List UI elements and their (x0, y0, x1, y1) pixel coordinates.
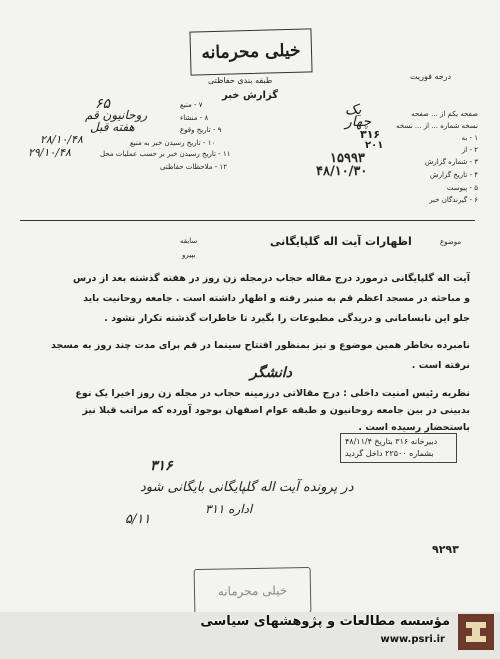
subject-label: موضوع (440, 238, 462, 246)
field-4-value: ۲۰۱ (365, 140, 384, 151)
divider (20, 220, 475, 221)
ref-label-2: بپیرو (182, 251, 196, 259)
left-field-9-value: هفته قبل (90, 120, 135, 134)
body-line-3: جلو این نابسامانی و دریدگی مطبوعات را بگیرد تا خاطرات گذشته تکرار نشود . (104, 313, 470, 324)
field-3-label: ۱ - به (461, 134, 478, 142)
left-field-11-label: ۱۱ - تاریخ رسیدن خبر بر حسب عملیات محل (100, 150, 231, 158)
left-field-12-label: ۱۲ - ملاحظات حفاظتی (160, 163, 227, 171)
left-field-8-value: روحانیون قم (85, 108, 148, 122)
field-1-label: صفحه‌ یکم از ... صفحه (411, 110, 478, 118)
watermark-institute: مؤسسه مطالعات و پژوهشهای سیاسی (200, 614, 450, 629)
body-line-1: آیت اله گلپایگانی درمورد درج مقاله حجاب درمجله زن روز در هفته گذشته بعد از درس (72, 273, 470, 284)
left-field-8-label: ۸ - منشاء (180, 114, 209, 122)
received-stamp-line2: بشماره ۲۲۵۰۰ داخل گردید (345, 449, 434, 458)
field-3-value: ۳۱۶ (360, 128, 381, 141)
body-line-4: نامبرده بخاطر همین موضوع و نیز بمنظور افتتاح سینما در قم برای مدت چند روز به مسجد (51, 340, 470, 351)
left-field-7-value: ۶۵ (95, 96, 111, 112)
left-field-11-value: ۲۹/۱۰/۴۸ (28, 146, 71, 159)
ref-label: سابقه (180, 237, 198, 245)
left-field-9-label: ۹ - تاریخ وقوع (180, 126, 222, 134)
body-handwritten-note: دانشگر (250, 365, 292, 381)
received-stamp (340, 433, 457, 463)
left-field-7-label: ۷ - منبع (180, 101, 203, 109)
body-line-8: باستحضار رسیده است . (358, 422, 470, 433)
left-field-10-value: ۲۸/۱۰/۴۸ (40, 133, 83, 146)
field-6-label: ۴ - تاریخ گزارش (430, 171, 478, 179)
classification-text: خیلی محرمانه (201, 40, 301, 64)
watermark-url: www.psri.ir (380, 634, 445, 645)
body-line-2: و مباحثه در مسجد اعظم قم به منبر رفته و اظهار داشته است . جامعه روحانیت باید (83, 293, 470, 304)
body-line-6: نظریه رئیس امنیت داخلی : درج مقالاتی درزمینه حجاب در مجله زن روز اخیرا یک نوع (75, 388, 470, 399)
institute-logo-icon (458, 614, 494, 650)
handwritten-line-2: اداره ۳۱۱ (205, 502, 253, 516)
field-5-value: ۱۵۹۹۳ (330, 151, 365, 166)
body-line-5: نرفته است . (411, 360, 470, 371)
field-2-value: چهار (345, 114, 372, 130)
report-title: گزارش خبر (222, 90, 279, 101)
handwritten-mark: ۳۱۶ (150, 458, 173, 474)
classification-subtitle: طبقه بندی حفاظتی (208, 76, 273, 85)
received-stamp-line1: دبیرخانه ۳۱۶ بتاریخ ۴۸/۱۱/۴ (345, 437, 438, 446)
field-5-label: ۳ - شماره گزارش (424, 158, 478, 166)
classification-stamp (189, 28, 312, 75)
handwritten-line-1: در پرونده آیت اله گلپایگانی بایگانی شود (140, 480, 354, 495)
body-line-7: بدبینی در بین جامعه روحانیون و طبقه عوام اصفهان بوجود آورده که مراتب قبلا نیز (82, 405, 470, 416)
subject-text: اظهارات آیت اله گلپایگانی (270, 235, 412, 248)
field-7-label: ۵ - پیوست (446, 184, 478, 192)
field-8-label: ۶ - گیرندگان خبر (429, 196, 478, 204)
bottom-stamp (194, 567, 312, 615)
handwritten-number: ۵/۱۱ (125, 512, 151, 527)
field-6-value: ۴۸/۱۰/۳۰ (316, 164, 368, 179)
field-4-label: ۲ - از (461, 146, 478, 154)
bottom-stamp-text: خیلی محرمانه (217, 583, 288, 599)
field-1-value: یک (345, 102, 362, 118)
field-2-label: نسخه شماره ... از ... نسخه (396, 122, 478, 130)
left-field-10-label: ۱۰ - تاریخ رسیدن خبر به منبع (130, 139, 216, 147)
priority-label: درجه فوریت (410, 72, 452, 81)
document-number: ۹۲۹۳ (432, 543, 459, 556)
